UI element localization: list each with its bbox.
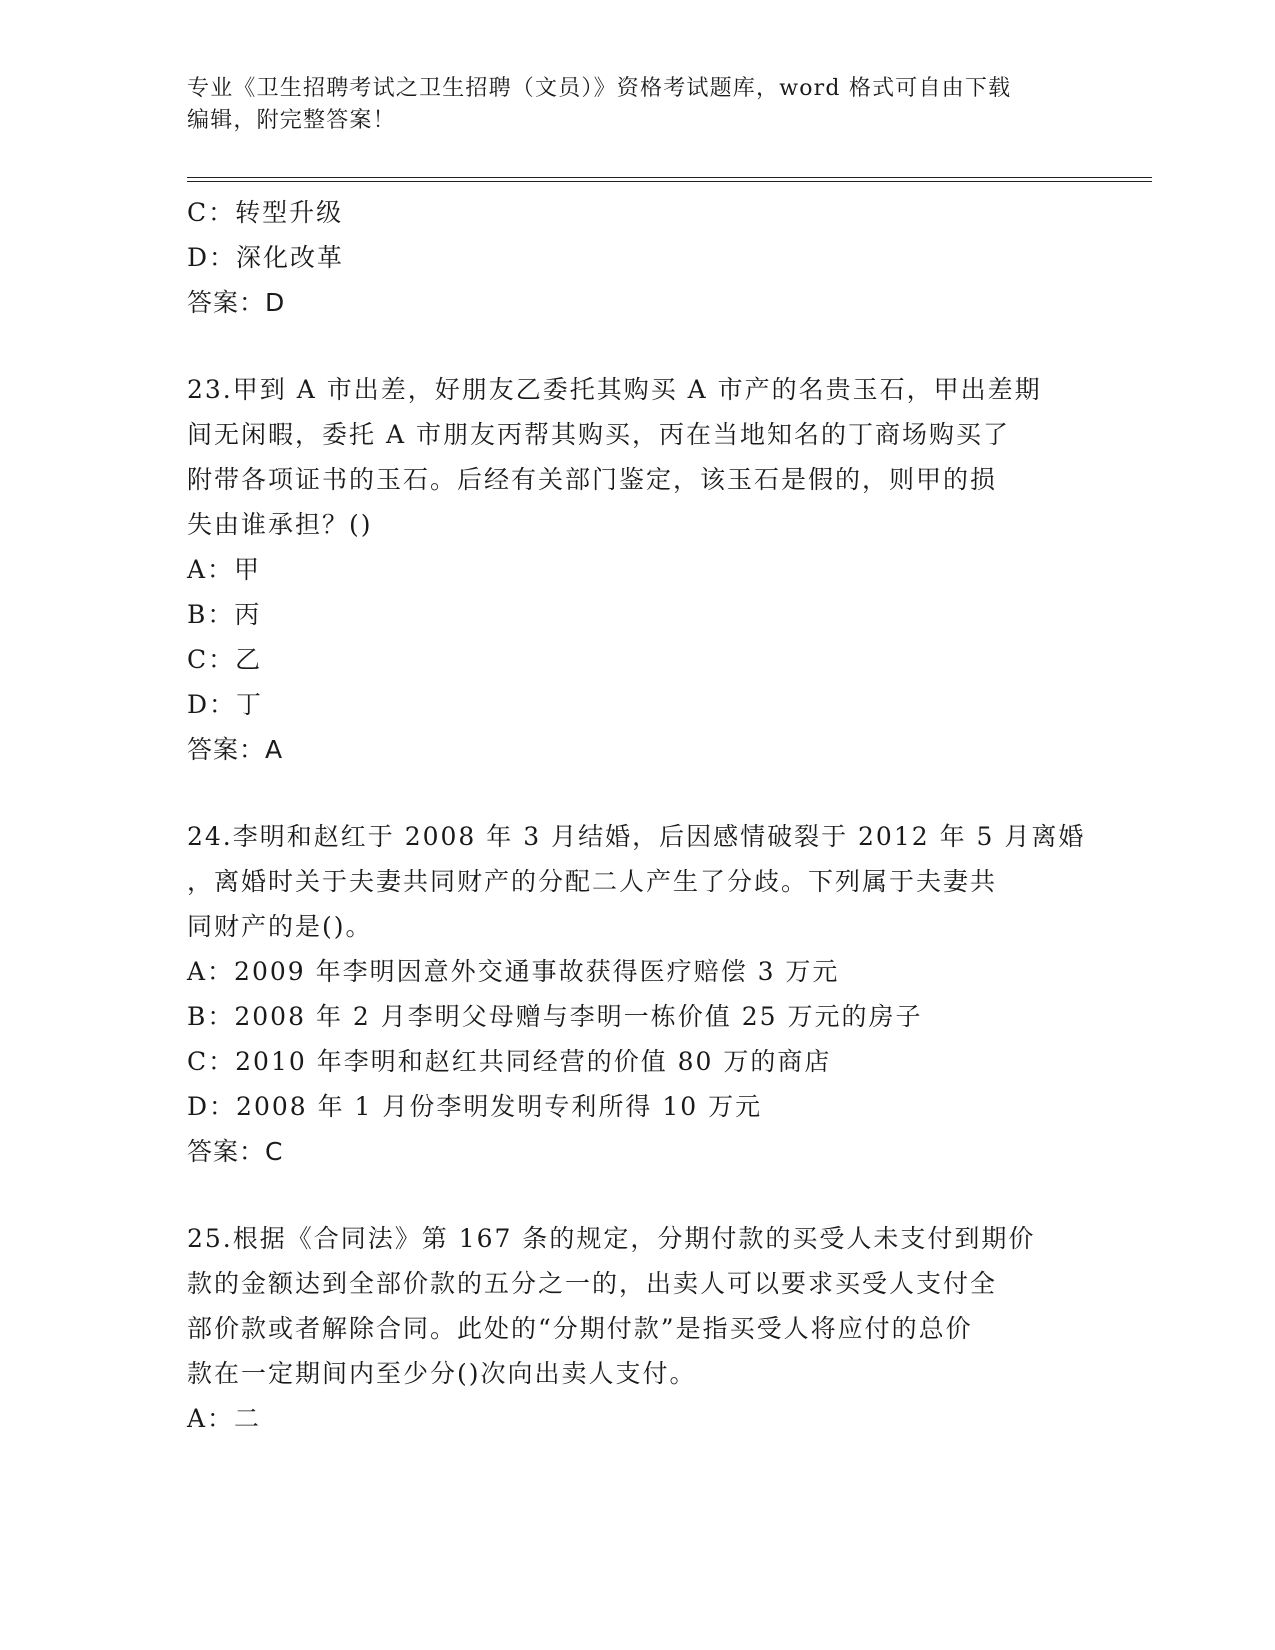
- answer-line: 答案：C: [187, 1137, 284, 1166]
- option-d: D：2008 年 1 月份李明发明专利所得 10 万元: [187, 1092, 763, 1121]
- stem-line: 23.甲到 A 市出差，好朋友乙委托其购买 A 市产的名贵玉石，甲出差期: [187, 375, 1042, 404]
- stem-line: 部价款或者解除合同。此处的“分期付款”是指买受人将应付的总价: [187, 1314, 973, 1343]
- option-c: C：乙: [187, 645, 263, 674]
- question-stem: [187, 1216, 1087, 1396]
- question-24: [187, 814, 1087, 1174]
- stem-line: ，离婚时关于夫妻共同财产的分配二人产生了分歧。下列属于夫妻共: [187, 867, 998, 896]
- option-b: B：丙: [187, 600, 262, 629]
- question-stem: [187, 367, 1087, 547]
- option-b: B：2008 年 2 月李明父母赠与李明一栋价值 25 万元的房子: [187, 1002, 923, 1031]
- answer-line: 答案：A: [187, 735, 284, 764]
- stem-line: 间无闲暇，委托 A 市朋友丙帮其购买，丙在当地知名的丁商场购买了: [187, 420, 1010, 449]
- option-c: C：2010 年李明和赵红共同经营的价值 80 万的商店: [187, 1047, 832, 1076]
- stem-line: 25.根据《合同法》第 167 条的规定，分期付款的买受人未支付到期价: [187, 1224, 1036, 1253]
- option-d: D：丁: [187, 690, 264, 719]
- stem-line: 24.李明和赵红于 2008 年 3 月结婚，后因感情破裂于 2012 年 5 月离婚: [187, 822, 1086, 851]
- option-c: C：转型升级: [187, 198, 344, 227]
- stem-line: 款在一定期间内至少分()次向出卖人支付。: [187, 1359, 697, 1388]
- header-line-2: 编辑，附完整答案！: [187, 108, 396, 133]
- stem-line: 失由谁承担？(): [187, 510, 373, 539]
- stem-line: 同财产的是()。: [187, 912, 373, 941]
- prev-question: [187, 190, 1087, 325]
- option-a: A：2009 年李明因意外交通事故获得医疗赔偿 3 万元: [187, 957, 840, 986]
- page-header: [187, 73, 1087, 137]
- header-rule-bottom: [187, 181, 1152, 182]
- header-line-1: 专业《卫生招聘考试之卫生招聘（文员）》资格考试题库，word 格式可自由下载: [187, 76, 1012, 101]
- option-a: A：甲: [187, 555, 262, 584]
- question-stem: [187, 814, 1087, 949]
- option-a: A：二: [187, 1404, 262, 1433]
- question-23: [187, 367, 1087, 772]
- question-25: [187, 1216, 1087, 1441]
- answer-line: 答案：D: [187, 288, 286, 317]
- header-rule-top: [187, 177, 1152, 178]
- question-content: [187, 190, 1087, 1441]
- option-d: D：深化改革: [187, 243, 345, 272]
- stem-line: 款的金额达到全部价款的五分之一的，出卖人可以要求买受人支付全: [187, 1269, 998, 1298]
- stem-line: 附带各项证书的玉石。后经有关部门鉴定，该玉石是假的，则甲的损: [187, 465, 998, 494]
